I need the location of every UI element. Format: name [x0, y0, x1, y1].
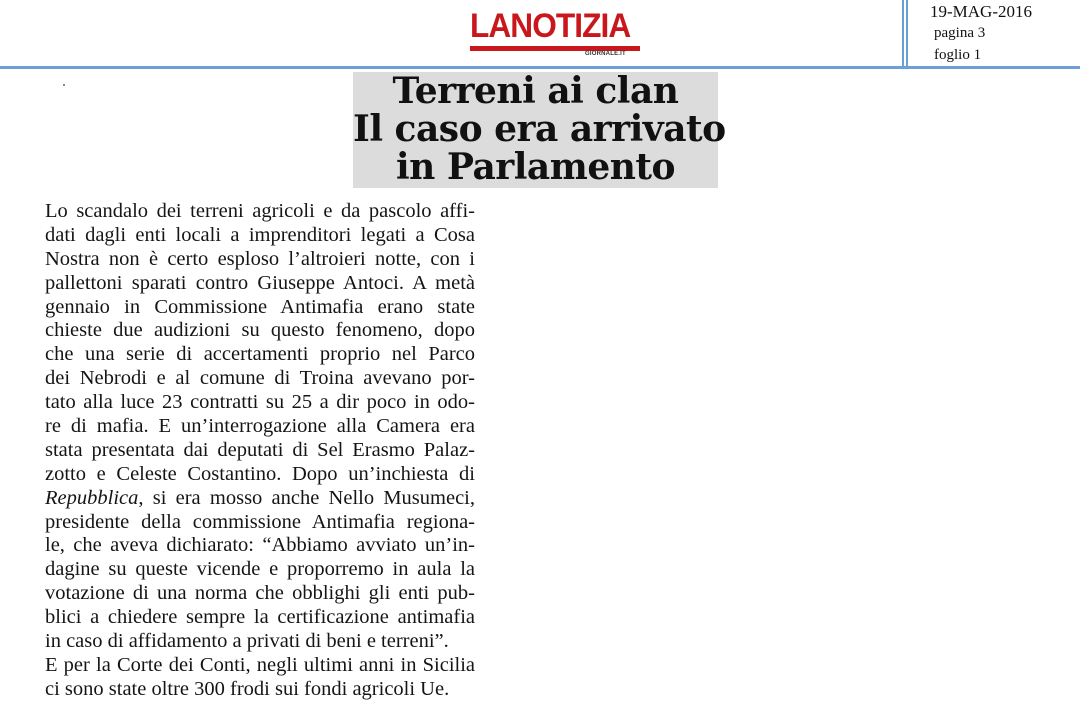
article-line: in caso di affidamento a privati di beni e terreni”. [45, 630, 449, 653]
article-line: le, che aveva dichiarato: “Abbiamo avviato un’in- [45, 534, 475, 557]
page-number: pagina 3 [934, 25, 986, 41]
article-line: zotto e Celeste Costantino. Dopo un’inchiesta di [45, 462, 475, 485]
article-line: stata presentata dai deputati di Sel Erasmo Palaz- [45, 438, 475, 461]
article-line: dei Nebrodi e al comune di Troina avevano por- [45, 367, 475, 390]
article-line: che una serie di accertamenti proprio nel Parco [45, 343, 475, 366]
article-line: pallettoni sparati contro Giuseppe Antoci. A metà [45, 271, 475, 294]
article-line: votazione di una norma che obblighi gli enti pub- [45, 582, 475, 605]
article-line: chieste due audizioni su questo fenomeno, dopo [45, 319, 475, 342]
logo-wordmark: LANOTIZIA [470, 7, 631, 45]
article-line: Nostra non è certo esploso l’altroieri notte, con i [45, 247, 475, 270]
article-line: tato alla luce 23 contratti su 25 a dir poco in odo- [45, 391, 475, 414]
article-line-italic [45, 487, 475, 511]
sheet-number: foglio 1 [934, 47, 982, 63]
article-body [45, 200, 475, 702]
newspaper-logo [470, 6, 645, 57]
article-line: E per la Corte dei Conti, negli ultimi anni in Sicilia [45, 653, 475, 676]
header-divider-right [906, 0, 908, 69]
article-line: gennaio in Commissione Antimafia erano state [45, 295, 475, 318]
logo-subtitle: GIORNALE.IT [585, 51, 626, 57]
article-line: Lo scandalo dei terreni agricoli e da pascolo affi- [45, 200, 475, 222]
article-line-rest: , si era mosso anche Nello Musumeci, [138, 486, 475, 509]
headline-line: in Parlamento [395, 146, 676, 188]
header-divider-left [902, 0, 904, 69]
article-line: blici a chiedere sempre la certificazione antimafia [45, 606, 475, 629]
publication-date: 19-MAG-2016 [930, 2, 1032, 21]
article-line: presidente della commissione Antimafia regiona- [45, 510, 475, 533]
headline-line: Terreni ai clan [392, 70, 679, 112]
article-line: re di mafia. E un’interrogazione alla Camera era [45, 415, 475, 438]
headline [353, 70, 726, 188]
page-header [0, 0, 1080, 70]
article-line: dagine su queste vicende e proporremo in aula la [45, 558, 475, 581]
scan-speck [63, 84, 65, 86]
article-line: ci sono state oltre 300 frodi sui fondi agricoli Ue. [45, 677, 450, 700]
header-rule [0, 66, 1080, 69]
italic-source-name: Repubblica [45, 486, 139, 509]
headline-line: Il caso era arrivato [353, 108, 726, 150]
article-line: dati dagli enti locali a imprenditori legati a Cosa [45, 223, 475, 246]
